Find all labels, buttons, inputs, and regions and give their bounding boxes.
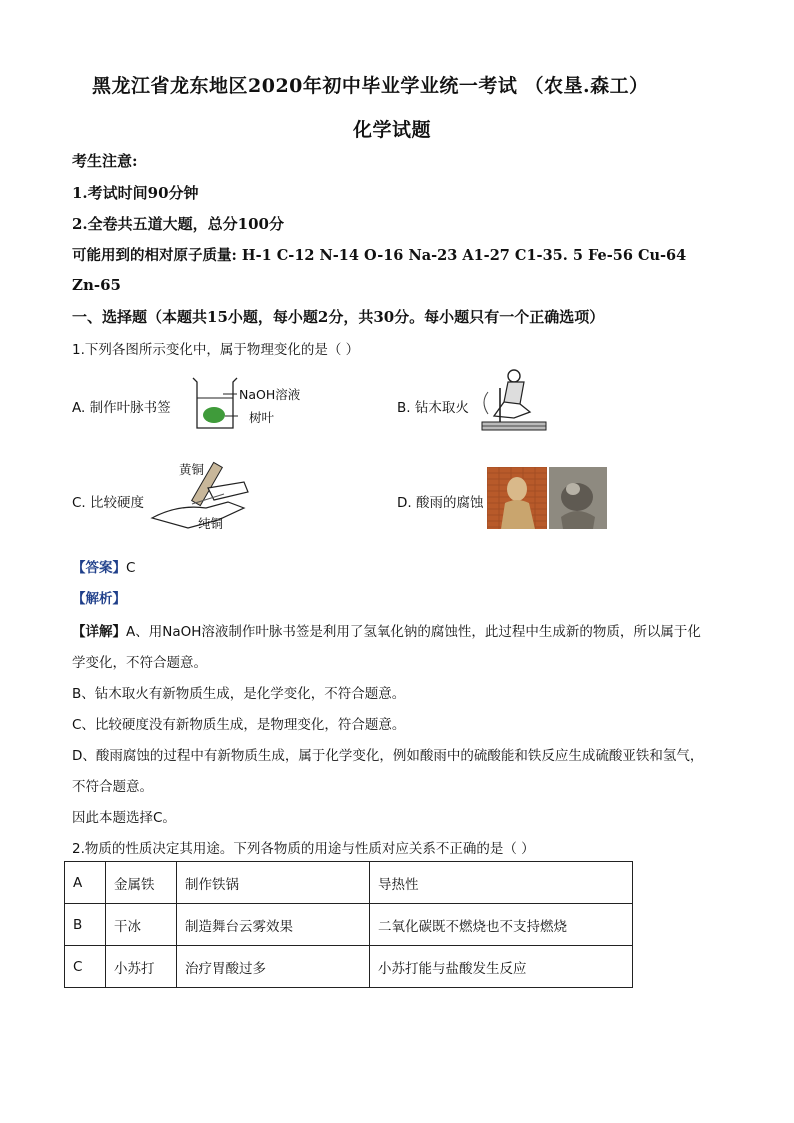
notice-item-time: 1.考试时间90分钟: [72, 184, 199, 202]
q1-conclusion: 因此本题选择C。: [72, 810, 176, 826]
q1-detail-line1: [72, 620, 701, 640]
label-pure-copper: 纯铜: [198, 516, 224, 531]
table-cell-material: 金属铁: [106, 862, 177, 904]
table-cell-option: C: [65, 946, 106, 988]
q1-option-d: D. 酸雨的腐蚀: [397, 495, 484, 511]
table-cell-material: 干冰: [106, 904, 177, 946]
table-cell-use: 治疗胃酸过多: [177, 946, 370, 988]
atomic-masses-line1: 可能用到的相对原子质量: H-1 C-12 N-14 O-16 Na-23 A1-27 C1-35. 5 Fe-56 Cu-64: [72, 247, 687, 264]
table-cell-use: 制造舞台云雾效果: [177, 904, 370, 946]
q1-option-a: A. 制作叶脉书签: [72, 400, 171, 416]
q2-options-table: [64, 861, 633, 988]
table-cell-option: B: [65, 904, 106, 946]
table-cell-property: 导热性: [370, 862, 633, 904]
notice-item-score: 2.全卷共五道大题，总分100分: [72, 215, 284, 233]
beaker-figure: [185, 372, 310, 434]
acid-rain-statue-photo: [487, 467, 607, 529]
q1-stem: 1.下列各图所示变化中，属于物理变化的是（ ）: [72, 342, 360, 358]
notice-heading: 考生注意:: [72, 152, 138, 170]
section-heading: 一、选择题（本题共15小题，每小题2分，共30分。每小题只有一个正确选项）: [72, 308, 605, 326]
label-brass: 黄铜: [179, 462, 205, 477]
q1-option-c: C. 比较硬度: [72, 495, 145, 511]
atomic-masses-line2: Zn-65: [72, 276, 121, 294]
label-leaf: 树叶: [249, 410, 275, 425]
answer-tag: 【答案】: [72, 560, 126, 576]
q1-answer: [72, 556, 135, 576]
table-cell-use: 制作铁锅: [177, 862, 370, 904]
table-cell-property: 小苏打能与盐酸发生反应: [370, 946, 633, 988]
detail-tag: 【详解】: [72, 624, 126, 640]
table-row: [65, 862, 633, 904]
detail-text-1: A、用NaOH溶液制作叶脉书签是利用了氢氧化钠的腐蚀性，此过程中生成新的物质，所以属于化: [126, 624, 701, 640]
table-cell-option: A: [65, 862, 106, 904]
q1-detail-line6: 不符合题意。: [72, 779, 153, 795]
exam-title: 黑龙江省龙东地区2020年初中毕业学业统一考试 （农垦.森工）: [92, 75, 649, 97]
table-cell-material: 小苏打: [106, 946, 177, 988]
table-cell-property: 二氧化碳既不燃烧也不支持燃烧: [370, 904, 633, 946]
answer-value: C: [126, 560, 136, 576]
label-naoh-solution: NaOH溶液: [239, 387, 301, 402]
fire-drill-figure: [474, 366, 554, 438]
leaf-shape: [203, 407, 225, 423]
q1-detail-line5: D、酸雨腐蚀的过程中有新物质生成，属于化学变化，例如酸雨中的硫酸能和铁反应生成硫酸亚铁和氢气，: [72, 748, 704, 764]
exam-subtitle: 化学试题: [353, 119, 432, 141]
analysis-tag: 【解析】: [72, 591, 126, 607]
q1-detail-line2: 学变化，不符合题意。: [72, 655, 207, 671]
q1-detail-line3: B、钻木取火有新物质生成，是化学变化，不符合题意。: [72, 686, 406, 702]
table-row: [65, 946, 633, 988]
table-row: [65, 904, 633, 946]
q1-option-b: B. 钻木取火: [397, 400, 469, 416]
q1-detail-line4: C、比较硬度没有新物质生成，是物理变化，符合题意。: [72, 717, 406, 733]
q2-stem: 2.物质的性质决定其用途。下列各物质的用途与性质对应关系不正确的是（ ）: [72, 841, 535, 857]
